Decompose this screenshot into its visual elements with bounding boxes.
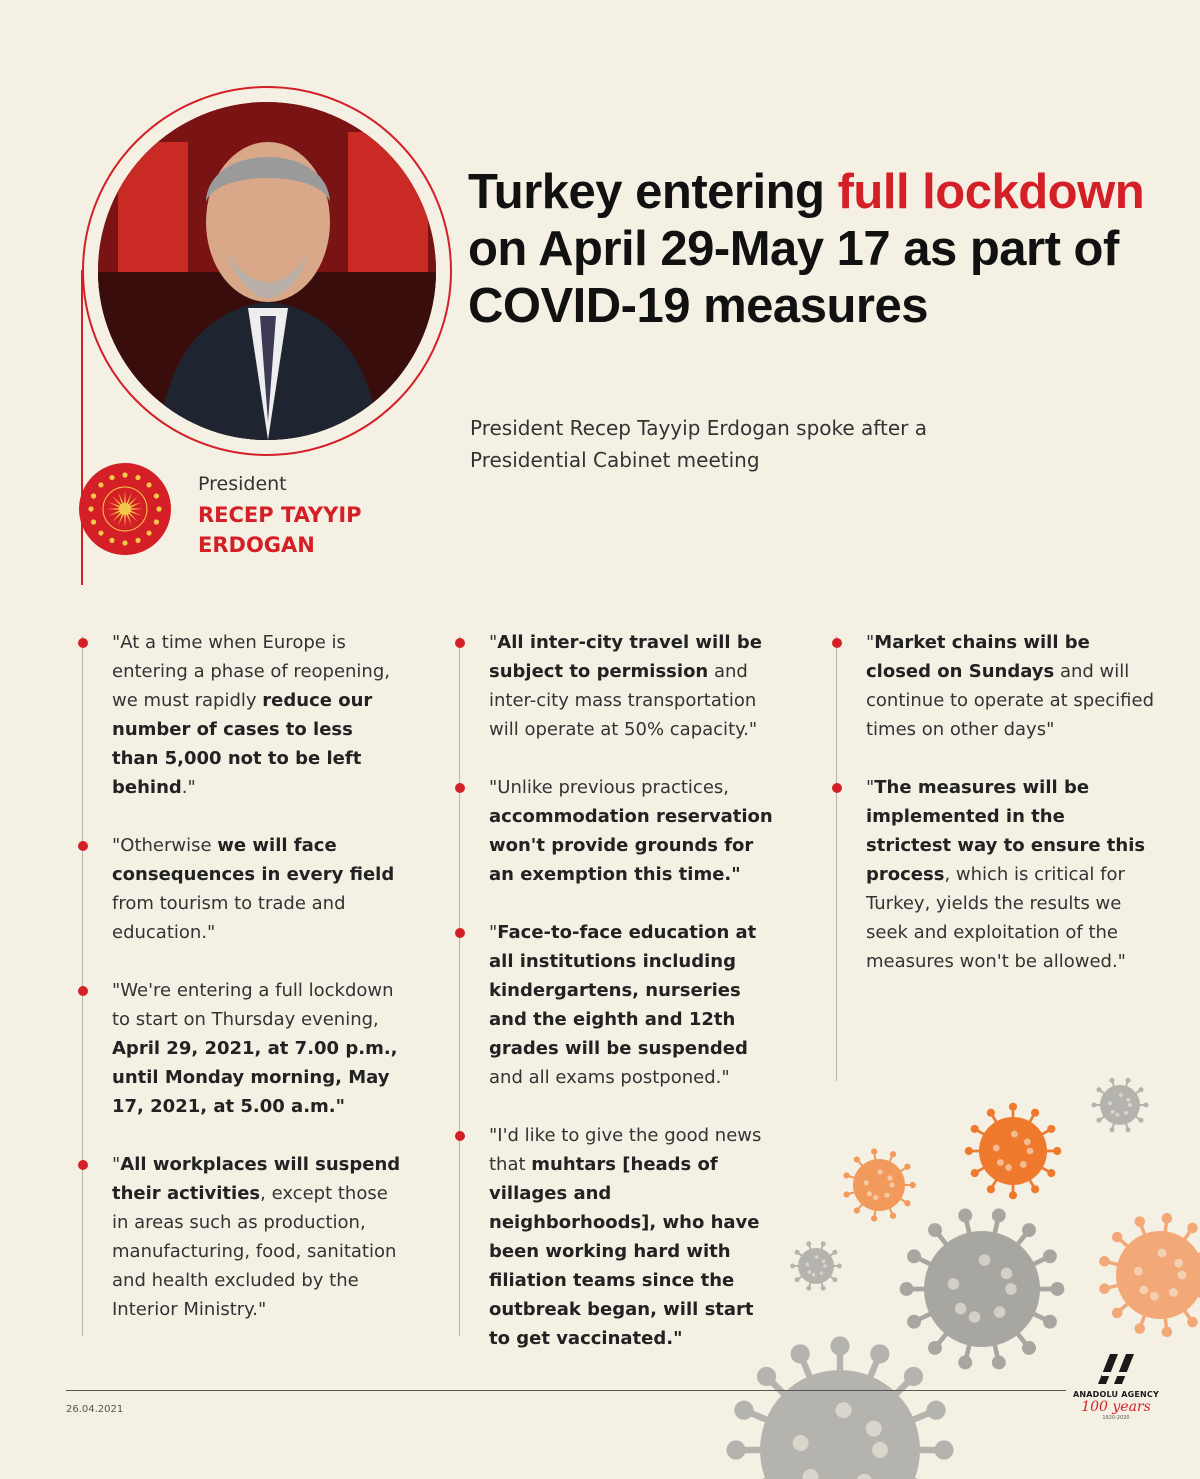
agency-years: 100 years — [1081, 1399, 1151, 1415]
virus-icon — [715, 1330, 965, 1479]
bullet-dot — [455, 928, 465, 938]
headline-part-1: Turkey entering — [468, 165, 838, 219]
presidential-seal-icon — [78, 462, 172, 556]
quote-item — [78, 628, 390, 802]
quote-text: "Unlike previous practices, accommodation reservation won't provide grounds for an exemption this time." — [489, 777, 773, 885]
bullet-dot — [832, 638, 842, 648]
footer-date: 26.04.2021 — [66, 1404, 124, 1415]
bullet-dot — [78, 1160, 88, 1170]
quote-item — [455, 1121, 762, 1353]
quote-column-2 — [455, 628, 773, 1353]
quote-text: "Market chains will be closed on Sundays and will continue to operate at specified times on other days" — [866, 632, 1154, 740]
quote-text: "We're entering a full lockdown to start on Thursday evening, April 29, 2021, at 7.00 p.m., until Monday morning, May 17, 2021, at 5.00 a.m." — [112, 980, 398, 1117]
quote-item — [832, 773, 1146, 976]
bullet-dot — [78, 638, 88, 648]
quote-text: "All inter-city travel will be subject to permission and inter-city mass transportation will operate at 50% capacity." — [489, 632, 762, 740]
quote-item — [832, 628, 1154, 744]
bullet-dot — [78, 986, 88, 996]
virus-icon — [1085, 1070, 1155, 1140]
bullet-dot — [832, 783, 842, 793]
quote-text: "At a time when Europe is entering a phase of reopening, we must rapidly reduce our number of cases to less than 5,000 not to be left behind." — [112, 632, 390, 798]
quote-item — [455, 773, 773, 889]
bullet-dot — [455, 1131, 465, 1141]
agency-name: ANADOLU AGENCY — [1073, 1390, 1159, 1399]
headline-highlight: full lockdown — [837, 165, 1145, 219]
quote-text: "Face-to-face education at all institutions including kindergartens, nurseries and the eighth and 12th grades will be suspended and all exams postponed." — [489, 922, 757, 1088]
subtitle: President Recep Tayyip Erdogan spoke after a Presidential Cabinet meeting — [470, 416, 927, 472]
headline — [468, 164, 1188, 335]
headline-part-2: on April 29-May 17 as part of COVID-19 measures — [468, 222, 1119, 333]
virus-icon — [1095, 1205, 1200, 1345]
bullet-dot — [455, 638, 465, 648]
agency-year-range: 1920-2020 — [1102, 1415, 1130, 1421]
virus-icon — [785, 1235, 847, 1297]
quote-item — [78, 1150, 401, 1324]
quote-column-1 — [78, 628, 401, 1324]
quote-text: "All workplaces will suspend their activities, except those in areas such as production, manufacturing, food, sanitation and health excluded by the Interior Ministry." — [112, 1154, 401, 1320]
quote-column-3 — [832, 628, 1154, 976]
person-role: President — [198, 473, 287, 495]
quote-item — [455, 628, 762, 744]
quote-text: "Otherwise we will face consequences in every field from tourism to trade and education." — [112, 835, 395, 943]
quote-text: "I'd like to give the good news that muhtars [heads of villages and neighborhoods], who have been working hard with filiation teams since the outbreak began, will start to get vaccinated." — [489, 1125, 762, 1349]
virus-icon — [958, 1096, 1068, 1206]
quote-item — [455, 918, 755, 1092]
aa-logo-icon — [1094, 1350, 1138, 1386]
bullet-dot — [455, 783, 465, 793]
president-portrait — [98, 102, 436, 440]
footer-divider — [66, 1390, 1066, 1391]
bullet-dot — [78, 841, 88, 851]
quote-item — [78, 976, 398, 1121]
anadolu-agency-logo — [1068, 1350, 1164, 1421]
quote-text: "The measures will be implemented in the strictest way to ensure this process, which is critical for Turkey, yields the results we seek and exploitation of the measures won't be allowed." — [866, 777, 1146, 972]
quote-item — [78, 831, 395, 947]
president-name-block — [198, 470, 418, 560]
person-name: RECEP TAYYIP ERDOGAN — [198, 503, 362, 557]
